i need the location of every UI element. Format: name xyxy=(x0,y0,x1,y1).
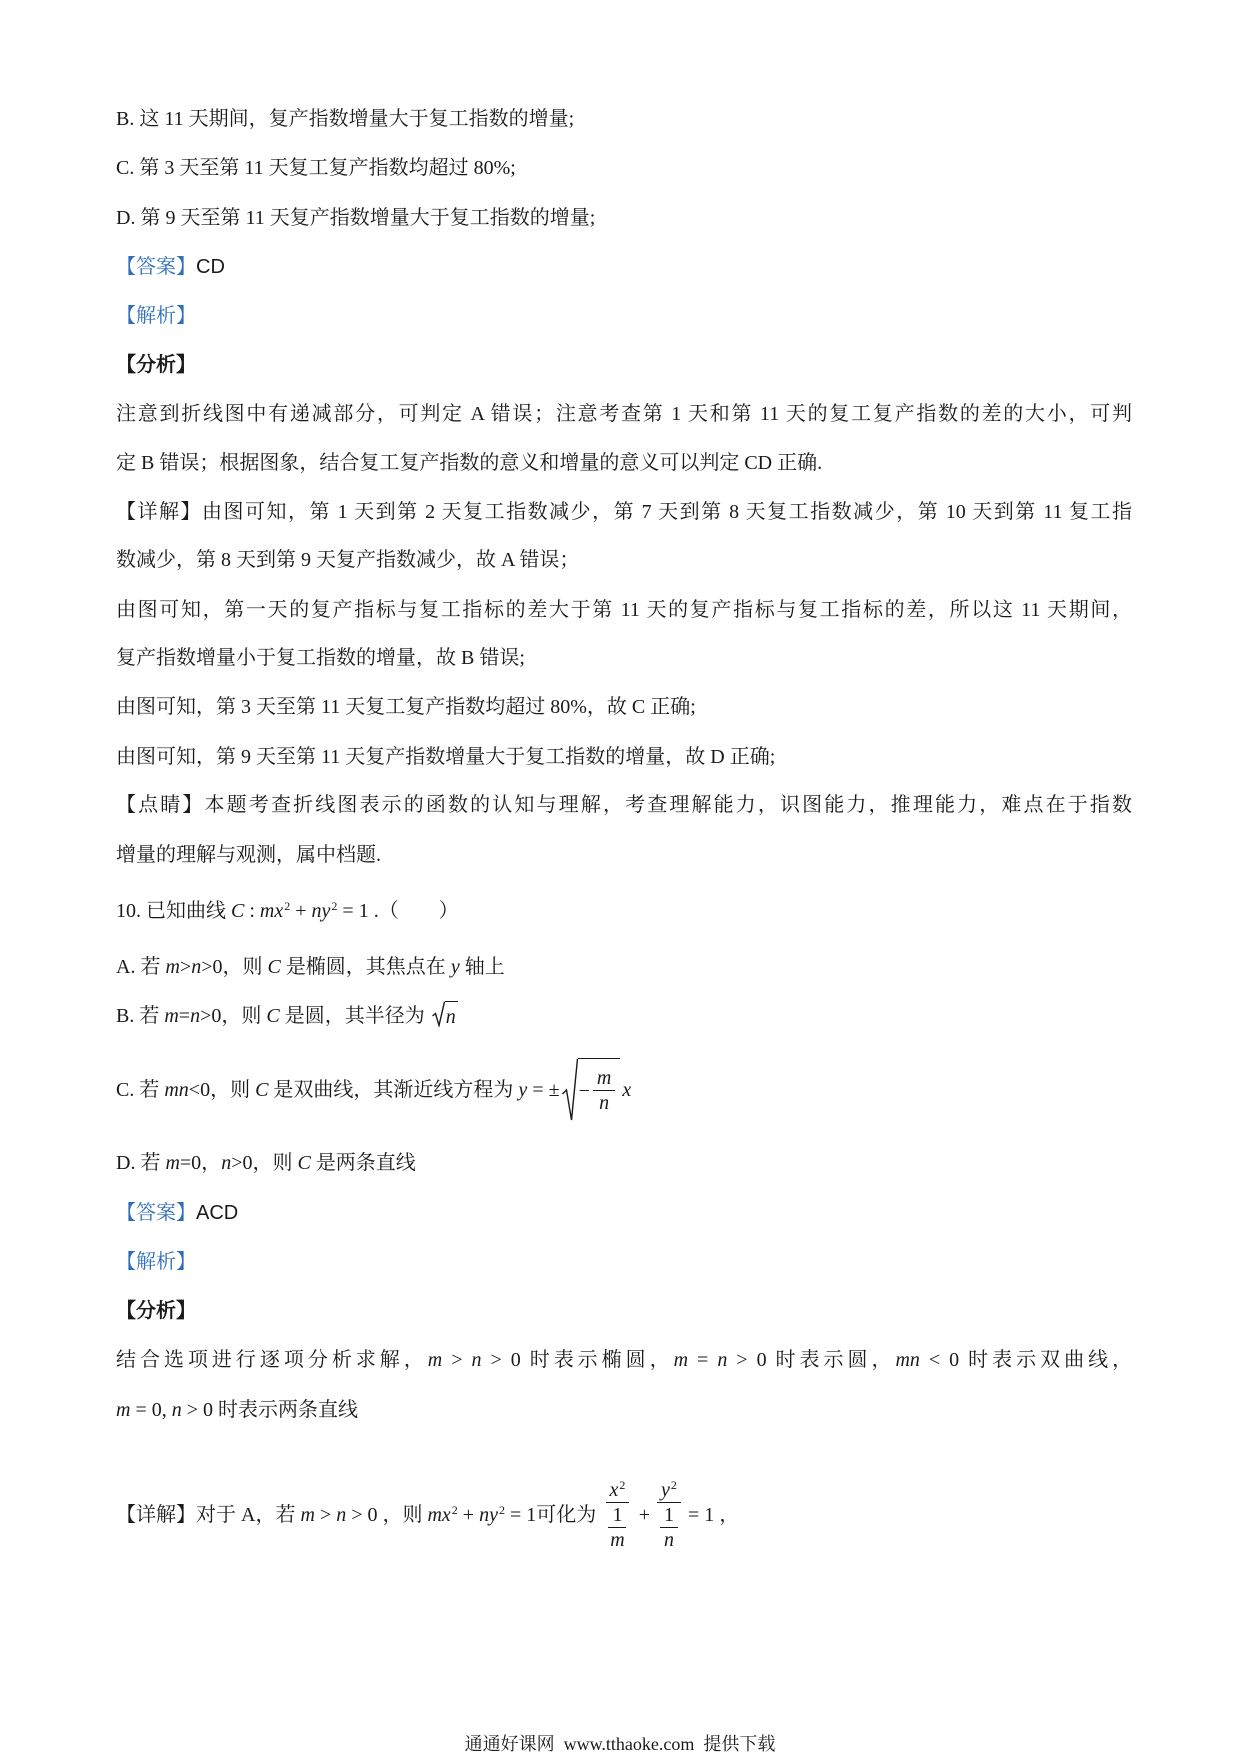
answer-label: 【答案】 xyxy=(116,256,196,278)
q10-option-d xyxy=(116,1148,416,1178)
math-op: > 0 xyxy=(481,1349,521,1371)
var-n: n xyxy=(717,1349,728,1371)
math-op: > xyxy=(314,1504,337,1526)
var-n: n xyxy=(336,1504,347,1526)
q9-answer xyxy=(116,252,225,282)
math-op: > 0 xyxy=(181,1399,214,1421)
option-text: A. 若 xyxy=(116,956,166,978)
option-text: 是圆，其半径为 xyxy=(279,1005,430,1027)
numerator xyxy=(660,1503,678,1528)
dianjing-label: 【点睛】 xyxy=(116,794,205,816)
curve-name: C xyxy=(267,956,281,978)
square-root-n xyxy=(432,1001,458,1032)
q10-fenxi-line-2 xyxy=(116,1395,358,1425)
term-ny-squared xyxy=(479,1500,505,1530)
option-text: 是两条直线 xyxy=(310,1152,416,1174)
denominator xyxy=(653,1503,685,1552)
curve-name: C xyxy=(297,1152,311,1174)
q10-fenxi-label: 【分析】 xyxy=(116,1300,196,1322)
xiangjie-text: ，则 xyxy=(377,1504,428,1526)
radicand xyxy=(445,1001,458,1032)
minus-sign: − xyxy=(578,1079,590,1102)
q10-answer xyxy=(116,1198,238,1228)
var-m: m xyxy=(116,1399,131,1421)
term-mx-squared xyxy=(427,1500,457,1530)
q9-xiangjie-line-5: 由图可知，第 3 天至第 11 天复工复产指数均超过 80%，故 C 正确; xyxy=(116,696,696,718)
denominator xyxy=(660,1528,678,1552)
fenxi-text: 结合选项进行逐项分析求解， xyxy=(116,1349,428,1371)
denominator xyxy=(606,1528,628,1552)
dianjing-text: 本题考查折线图表示的函数的认知与理解，考查理解能力，识图能力，推理能力，难点在于指数 xyxy=(204,794,1132,816)
exponent: 2 xyxy=(451,1502,458,1517)
q9-option-b: B. 这 11 天期间，复产指数增量大于复工指数的增量; xyxy=(116,108,575,130)
term-x-squared xyxy=(610,1478,626,1502)
var-y: y xyxy=(518,1079,528,1101)
var-n: n xyxy=(190,1005,201,1027)
fraction-y-squared-over-inverse-n xyxy=(653,1478,685,1552)
numerator xyxy=(657,1478,681,1503)
term-text: ny xyxy=(311,900,331,922)
var-n: n xyxy=(221,1152,232,1174)
colon: : xyxy=(244,900,260,922)
option-text: D. 若 xyxy=(116,1152,166,1174)
plus-sign: + xyxy=(457,1504,480,1526)
equals-one: = 1 xyxy=(687,1504,715,1526)
q9-fenxi-line-1: 注意到折线图中有递减部分，可判定 A 错误；注意考查第 1 天和第 11 天的复工复产指数的差的大小，可判 xyxy=(116,403,1132,425)
math-op: < 0 xyxy=(919,1349,960,1371)
option-text: =0， xyxy=(179,1152,222,1174)
fenxi-text: 时表示双曲线， xyxy=(959,1349,1132,1371)
var-x: x xyxy=(622,1079,632,1101)
question-number-text: 10. 已知曲线 xyxy=(116,900,231,922)
q10-stem xyxy=(116,896,459,926)
term-text: mx xyxy=(427,1504,451,1526)
radicand xyxy=(578,1058,621,1122)
one: 1 xyxy=(612,1504,623,1526)
q10-option-b xyxy=(116,1001,460,1031)
answer-blank: .（ ） xyxy=(368,900,459,922)
q10-xiangjie-line xyxy=(116,1475,739,1555)
fenxi-text: 时表示椭圆， xyxy=(520,1349,674,1371)
var-m: m xyxy=(596,1067,612,1089)
term-ny-squared xyxy=(312,896,338,926)
option-text: >0，则 xyxy=(231,1152,298,1174)
q9-xiangjie-line-1 xyxy=(116,497,1132,527)
term-mx-squared xyxy=(260,896,290,926)
var-m: m xyxy=(165,956,180,978)
rhs-value: 1 xyxy=(358,900,369,922)
fenxi-text: 时表示圆， xyxy=(766,1349,896,1371)
var-m: m xyxy=(300,1504,315,1526)
option-text: 是双曲线，其渐近线方程为 xyxy=(268,1079,519,1101)
q10-option-a xyxy=(116,952,505,982)
curve-name: C xyxy=(231,900,245,922)
var-n: n xyxy=(471,1349,482,1371)
var-m: m xyxy=(673,1349,689,1371)
var-mn: mn xyxy=(895,1349,920,1371)
math-op: > 0 xyxy=(727,1349,767,1371)
var-m: m xyxy=(427,1349,443,1371)
q10-jiexi-label: 【解析】 xyxy=(116,1251,196,1273)
numerator xyxy=(593,1066,615,1091)
answer-value: CD xyxy=(196,256,225,278)
term-text: y xyxy=(661,1479,670,1501)
var-m: m xyxy=(610,1529,625,1551)
fenxi-text: 时表示两条直线 xyxy=(213,1399,359,1421)
answer-label: 【答案】 xyxy=(116,1202,196,1224)
fraction-x-squared-over-inverse-m xyxy=(599,1478,635,1552)
option-text: 轴上 xyxy=(459,956,505,978)
var-y: y xyxy=(450,956,460,978)
math-op: > xyxy=(442,1349,472,1371)
option-text: 是椭圆，其焦点在 xyxy=(280,956,451,978)
q9-xiangjie-line-6: 由图可知，第 9 天至第 11 天复产指数增量大于复工指数的增量，故 D 正确; xyxy=(116,746,776,768)
denominator xyxy=(599,1503,635,1552)
exponent: 2 xyxy=(331,898,338,913)
option-text: > xyxy=(179,956,192,978)
term-text: ny xyxy=(479,1504,498,1526)
one: 1 xyxy=(663,1504,674,1526)
q10-fenxi-line-1 xyxy=(116,1345,1132,1375)
radical-sign-icon xyxy=(432,1001,445,1027)
option-text: B. 若 xyxy=(116,1005,165,1027)
fraction-one-over-m xyxy=(606,1503,628,1552)
option-text: C. 若 xyxy=(116,1079,165,1101)
exponent: 2 xyxy=(619,1477,626,1492)
q9-fenxi-label: 【分析】 xyxy=(116,354,196,376)
math-op: > 0 xyxy=(346,1504,378,1526)
exponent: 2 xyxy=(670,1477,677,1492)
page-footer: 通通好课网 www.tthaoke.com 提供下载 xyxy=(464,1734,776,1754)
exponent: 2 xyxy=(284,898,291,913)
math-op: = 0, xyxy=(130,1399,172,1421)
term-text: mx xyxy=(259,900,284,922)
q9-xiangjie-line-3: 由图可知，第一天的复产指标与复工指标的差大于第 11 天的复产指标与复工指标的差，所以这 11 天期间， xyxy=(116,599,1132,621)
plus-sign: + xyxy=(638,1504,650,1526)
q9-xiangjie-line-4: 复产指数增量小于复工指数的增量，故 B 错误; xyxy=(116,647,525,669)
xiangjie-text: 可化为 xyxy=(536,1504,597,1526)
var-n: n xyxy=(171,1399,182,1421)
equals-sign: = xyxy=(337,900,359,922)
var-m: m xyxy=(164,1005,179,1027)
var-n: n xyxy=(191,956,202,978)
var-n: n xyxy=(663,1529,674,1551)
q9-option-c: C. 第 3 天至第 11 天复工复产指数均超过 80%; xyxy=(116,157,516,179)
option-text: >0，则 xyxy=(201,956,268,978)
xiangjie-text: 对于 A，若 xyxy=(196,1504,301,1526)
equals-one: = 1 xyxy=(504,1504,537,1526)
plus-sign: + xyxy=(290,900,312,922)
math-op: = xyxy=(688,1349,718,1371)
answer-value: ACD xyxy=(196,1202,239,1224)
exponent: 2 xyxy=(498,1502,505,1517)
square-root-neg-m-over-n xyxy=(562,1058,621,1122)
curve-name: C xyxy=(255,1079,269,1101)
q9-jiexi-label: 【解析】 xyxy=(116,305,196,327)
q9-xiangjie-line-2: 数减少，第 8 天到第 9 天复产指数减少，故 A 错误； xyxy=(116,549,580,571)
var-mn: mn xyxy=(164,1079,189,1101)
q10-option-c xyxy=(116,1055,631,1125)
option-text: >0，则 xyxy=(200,1005,267,1027)
denominator xyxy=(595,1091,613,1115)
q9-fenxi-line-2: 定 B 错误；根据图象，结合复工复产指数的意义和增量的意义可以判定 CD 正确. xyxy=(116,452,823,474)
xiangjie-label: 【详解】 xyxy=(116,1504,196,1526)
numerator xyxy=(606,1478,630,1503)
option-text: = xyxy=(178,1005,191,1027)
term-y-squared xyxy=(661,1478,677,1502)
radical-sign-icon xyxy=(562,1058,578,1122)
fraction-m-over-n xyxy=(593,1066,615,1115)
q9-dianjing-line-2: 增量的理解与观测，属中档题. xyxy=(116,844,381,866)
option-text: <0，则 xyxy=(188,1079,256,1101)
var-m: m xyxy=(165,1152,180,1174)
xiangjie-text: ， xyxy=(714,1504,740,1526)
fraction-one-over-n xyxy=(660,1503,678,1552)
xiangjie-label: 【详解】 xyxy=(116,501,203,523)
numerator xyxy=(608,1503,626,1528)
var-n: n xyxy=(599,1092,610,1114)
xiangjie-text: 由图可知，第 1 天到第 2 天复工指数减少，第 7 天到第 8 天复工指数减少，第 10 天到第 11 复工指 xyxy=(202,501,1132,523)
var-n: n xyxy=(445,1005,456,1028)
curve-name: C xyxy=(266,1005,280,1027)
term-text: x xyxy=(609,1479,619,1501)
equals-plus-minus: = ± xyxy=(527,1079,560,1101)
q9-dianjing-line-1 xyxy=(116,790,1132,820)
q9-option-d: D. 第 9 天至第 11 天复产指数增量大于复工指数的增量; xyxy=(116,207,596,229)
